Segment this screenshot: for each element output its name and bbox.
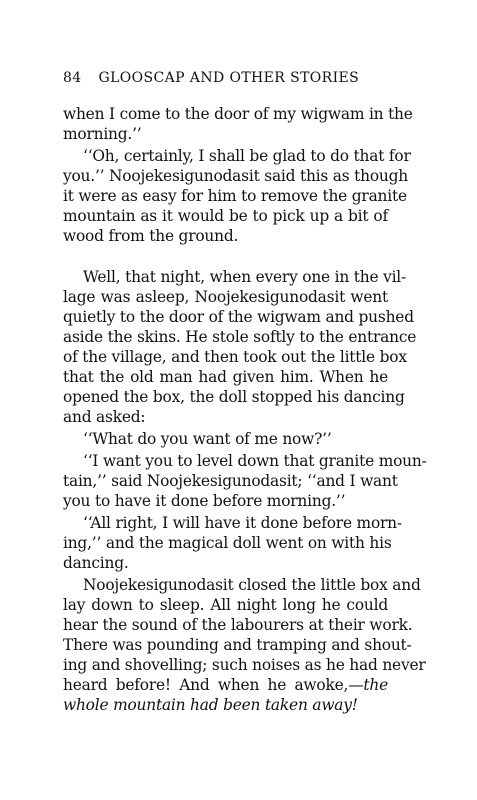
text-line: ing,’’ and the magical doll went on with his <box>63 534 392 552</box>
text-line: hear the sound of the labourers at their work. <box>63 616 413 634</box>
text-line: when I come to the door of my wigwam in the <box>63 105 413 123</box>
text-line: ing and shovelling; such noises as he had never <box>63 656 426 674</box>
text-line: lage was asleep, Noojekesigunodasit went <box>63 288 388 306</box>
text-line: quietly to the door of the wigwam and pushed <box>63 308 414 326</box>
text-line: Noojekesigunodasit closed the little box and <box>83 576 421 594</box>
text-line: and asked: <box>63 408 146 426</box>
text-line: you to have it done before morning.’’ <box>63 492 346 510</box>
text-segment: heard before! And when he awoke,— <box>63 676 364 694</box>
text-line: that the old man had given him. When he <box>63 368 388 386</box>
text-line: mountain as it would be to pick up a bit of <box>63 207 388 225</box>
text-line: ‘‘All right, I will have it done before morn- <box>83 514 402 532</box>
text-line: you.’’ Noojekesigunodasit said this as though <box>63 167 408 185</box>
text-line: Well, that night, when every one in the vil- <box>83 268 407 286</box>
text-line: it were as easy for him to remove the granite <box>63 187 407 205</box>
text-line: of the village, and then took out the little box <box>63 348 407 366</box>
text-line: opened the box, the doll stopped his dancing <box>63 388 405 406</box>
text-line: whole mountain had been taken away! <box>63 696 358 714</box>
text-line: morning.’’ <box>63 125 142 143</box>
text-line: There was pounding and tramping and shout- <box>63 636 412 654</box>
page-number: 84 <box>63 70 82 86</box>
running-header <box>63 70 393 86</box>
text-line: ‘‘I want you to level down that granite moun- <box>83 452 427 470</box>
running-title: GLOOSCAP AND OTHER STORIES <box>98 70 360 86</box>
text-line: wood from the ground. <box>63 227 239 245</box>
text-line: lay down to sleep. All night long he could <box>63 596 388 614</box>
italic-segment: the <box>363 676 388 694</box>
text-line: ‘‘What do you want of me now?’’ <box>83 430 332 448</box>
text-line: ‘‘Oh, certainly, I shall be glad to do that for <box>83 147 411 165</box>
text-line: dancing. <box>63 554 129 572</box>
text-line: aside the skins. He stole softly to the entrance <box>63 328 417 346</box>
text-line: tain,’’ said Noojekesigunodasit; ‘‘and I want <box>63 472 398 490</box>
text-line-mixed <box>63 675 388 695</box>
